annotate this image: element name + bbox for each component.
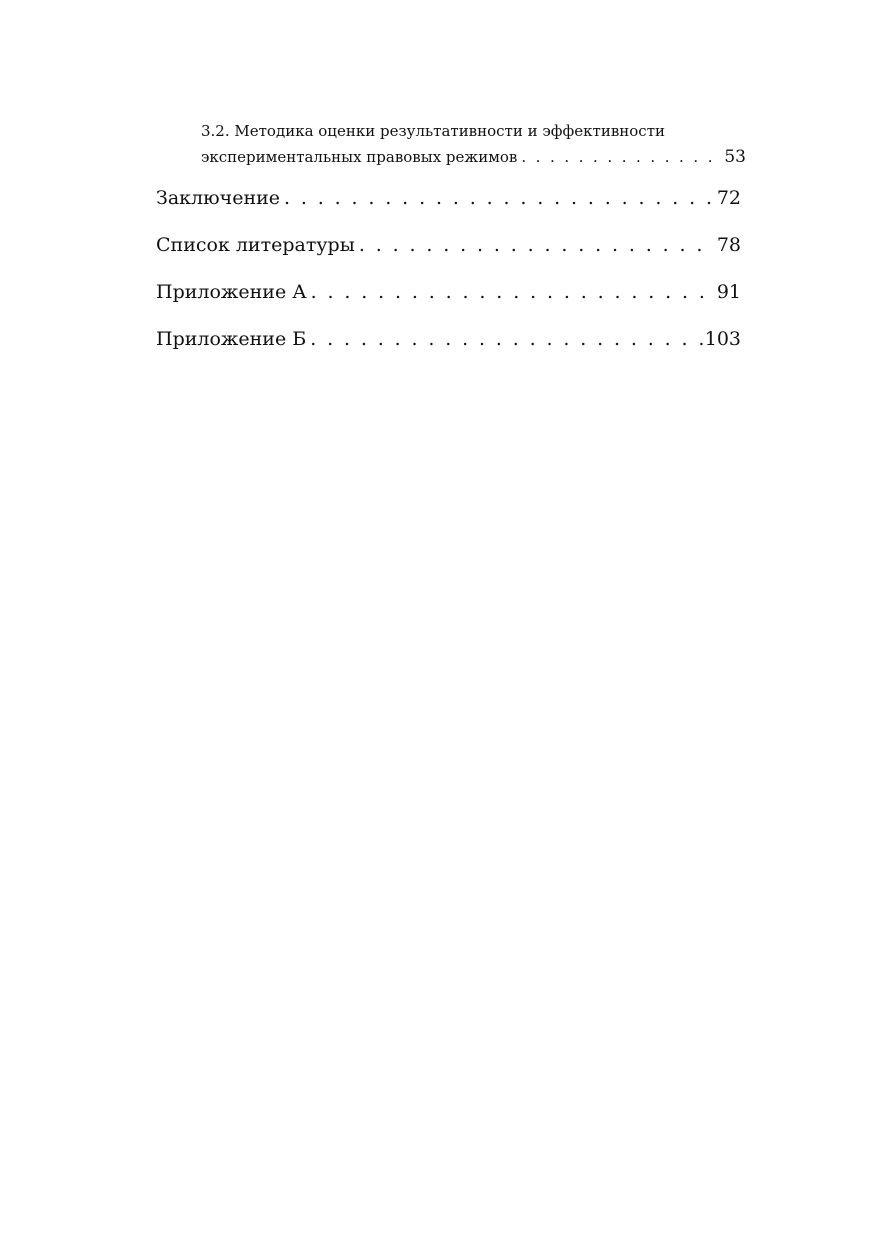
dot-leader	[521, 148, 722, 166]
toc-page-number: 91	[716, 281, 741, 303]
toc-sub-entry-title-line2: экспериментальных правовых режимов	[201, 148, 518, 166]
dot-leader	[284, 187, 715, 209]
toc-entry-title: Приложение А	[156, 281, 307, 303]
toc-page-number: 103	[704, 328, 741, 350]
toc-sub-entry-title-line1: 3.2. Методика оценки результативности и эффективности	[201, 122, 665, 140]
toc-sub-entry[interactable]	[201, 147, 746, 167]
toc-page-number: 72	[716, 187, 741, 209]
toc-entry-references[interactable]	[156, 234, 741, 256]
toc-entry-title: Заключение	[156, 187, 281, 209]
toc-entry-conclusion[interactable]	[156, 187, 741, 209]
toc-entry-title: Приложение Б	[156, 328, 307, 350]
toc-entry-appendix-a[interactable]	[156, 281, 741, 303]
toc-entry-appendix-b[interactable]	[156, 328, 741, 350]
dot-leader	[359, 234, 715, 256]
toc-page-number: 53	[724, 147, 746, 167]
toc-page-number: 78	[716, 234, 741, 256]
dot-leader	[311, 281, 715, 303]
toc-entry-title: Список литературы	[156, 234, 355, 256]
dot-leader	[310, 328, 703, 350]
